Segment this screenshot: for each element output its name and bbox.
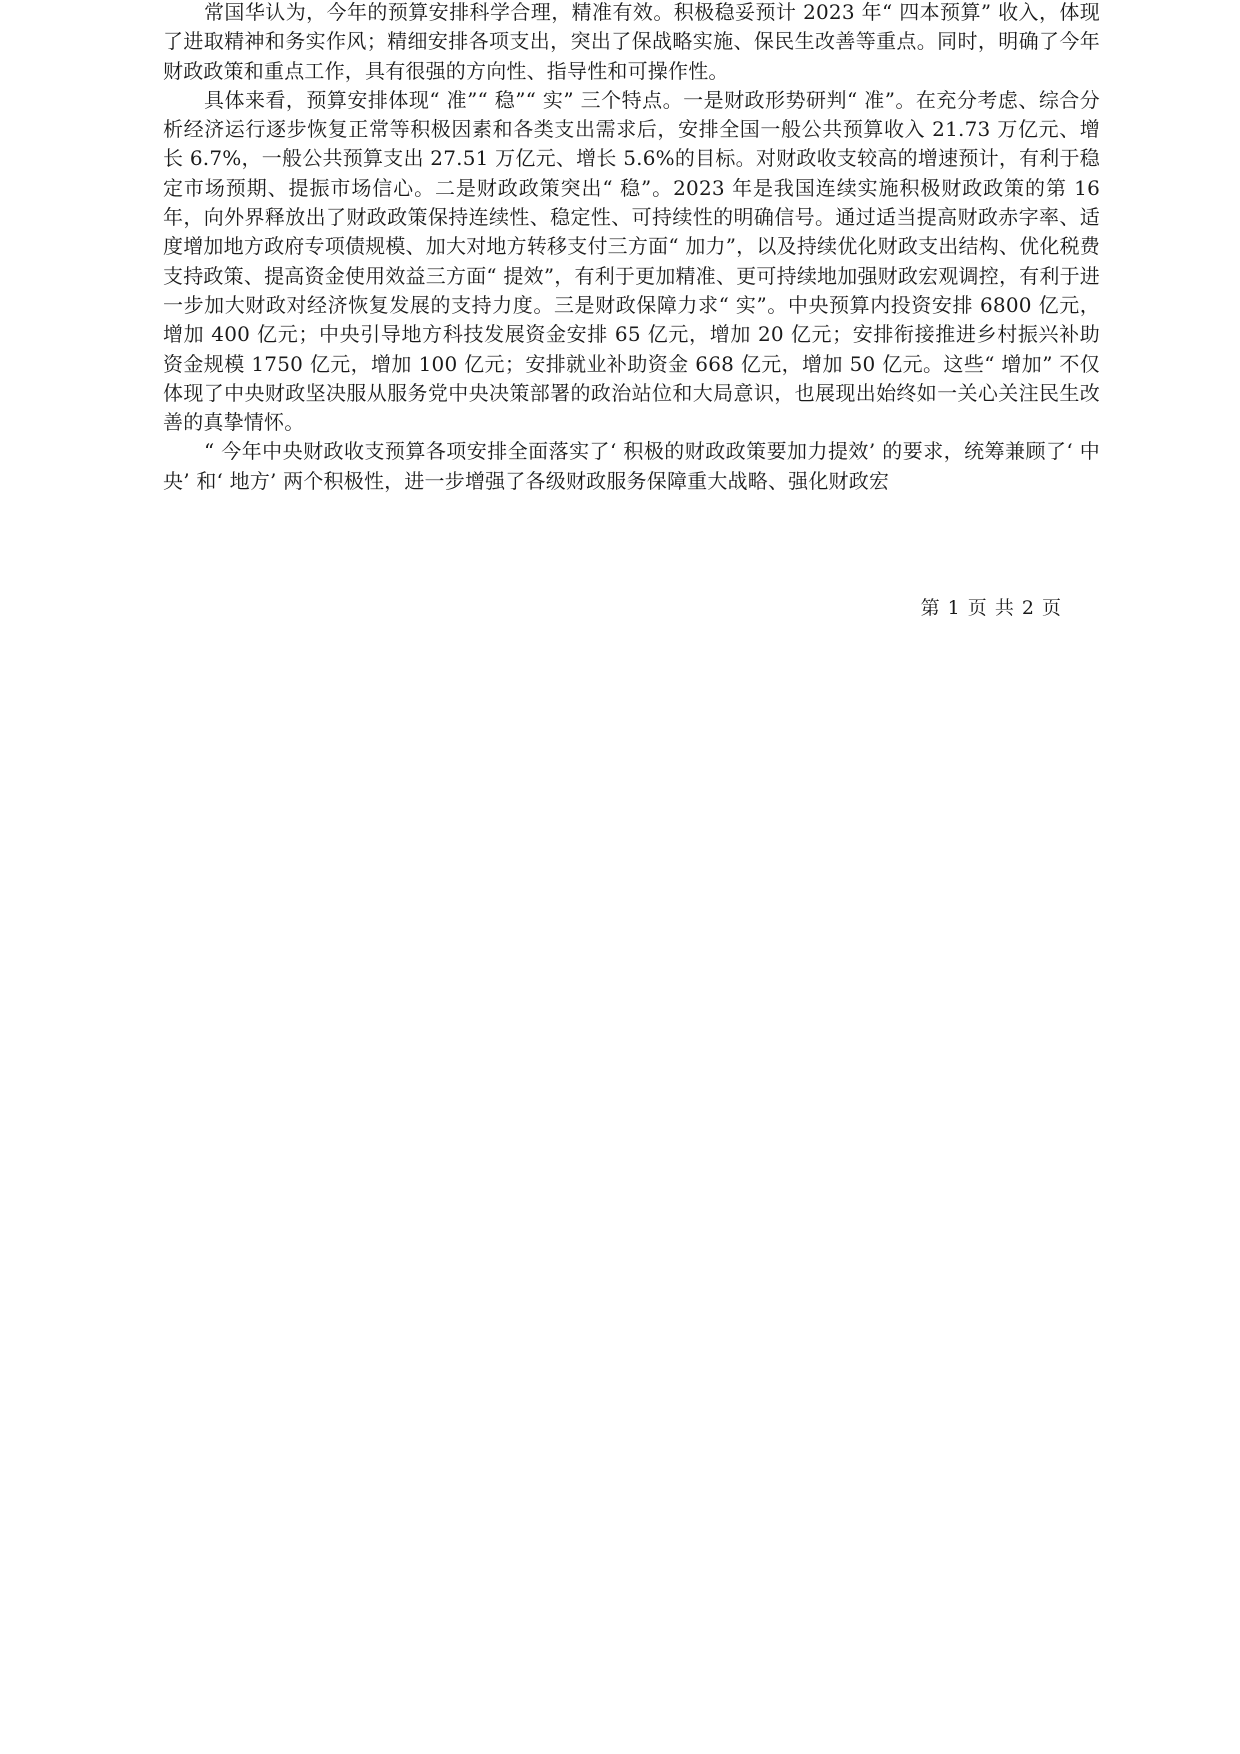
paragraph: “ 今年中央财政收支预算各项安排全面落实了‘ 积极的财政政策要加力提效’ 的要求，统筹兼顾了‘ 中央’ 和‘ 地方’ 两个积极性，进一步增强了各级财政服务保障重大战略、强化财政宏 — [163, 439, 1100, 493]
paragraph: 具体来看，预算安排体现“ 准”“ 稳”“ 实” 三个特点。一是财政形势研判“ 准”。在充分考虑、综合分析经济运行逐步恢复正常等积极因素和各类支出需求后，安排全国一般公共预算收入 21.73 万亿元、增长 6.7%，一般公共预算支出 27.51 万亿元、增长 5.6%的目标。对财政收支较高的增速预计，有利于稳定市场预期、提振市场信心。二是财政政策突出“ 稳”。2023 年是我国连续实施积极财政政策的第 16 年，向外界释放出了财政政策保持连续性、稳定性、可持续性的明确信号。通过适当提高财政赤字率、适度增加地方政府专项债规模、加大对地方转移支付三方面“ 加力”，以及持续优化财政支出结构、优化税费支持政策、提高资金使用效益三方面“ 提效”，有利于更加精准、更可持续地加强财政宏观调控，有利于进一步加大财政对经济恢复发展的支持力度。三是财政保障力求“ 实”。中央预算内投资安排 6800 亿元，增加 400 亿元；中央引导地方科技发展资金安排 65 亿元，增加 20 亿元；安排衔接推进乡村振兴补助资金规模 1750 亿元，增加 100 亿元；安排就业补助资金 668 亿元，增加 50 亿元。这些“ 增加” 不仅体现了中央财政坚决服从服务党中央决策部署的政治站位和大局意识，也展现出始终如一关心关注民生改善的真挚情怀。 — [163, 87, 1100, 435]
paragraph: 常国华认为，今年的预算安排科学合理，精准有效。积极稳妥预计 2023 年“ 四本预算” 收入，体现了进取精神和务实作风；精细安排各项支出，突出了保战略实施、保民生改善等重点。同时，明确了今年财政政策和重点工作，具有很强的方向性、指导性和可操作性。 — [163, 0, 1100, 83]
page-number: 第 1 页 共 2 页 — [920, 597, 1062, 619]
body-text — [163, 0, 1100, 496]
